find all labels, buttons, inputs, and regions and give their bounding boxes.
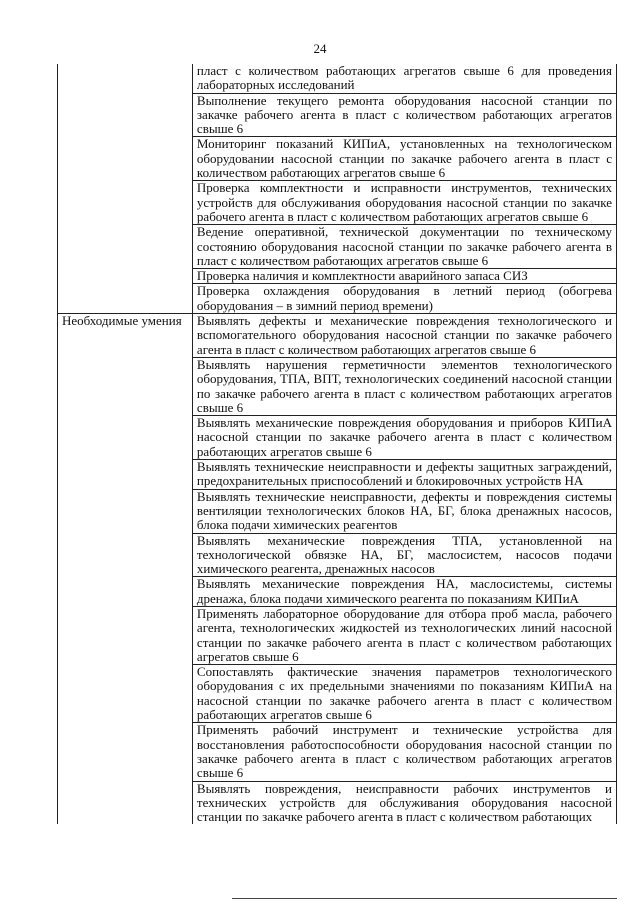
table-row [58,357,617,415]
section-label [58,606,193,664]
table-row [58,489,617,533]
row-text: Выявлять механические повреждения НА, маслосистемы, системы дренажа, блока подачи химического реагента по показаниям КИПиА [192,577,616,607]
table-row [58,269,617,284]
table-row [58,577,617,607]
section-label [58,137,193,181]
section-label [58,93,193,137]
row-text: Проверка охлаждения оборудования в летний период (обогрева оборудования – в зимний период времени) [192,284,616,314]
row-text: Выявлять нарушения герметичности элементов технологического оборудования, ТПА, ВПТ, технологических соединений насосной станции по закачке рабочего агента в пласт с количеством работающих агрегатов свыше 6 [192,357,616,415]
section-label [58,577,193,607]
row-text: Проверка комплектности и исправности инструментов, технических устройств для обслуживания оборудования насосной станции по закачке рабочего агента в пласт с количеством работающих агрегатов свыше 6 [192,181,616,225]
section-label [58,533,193,577]
table-row [58,723,617,781]
section-label [58,225,193,269]
section-label [58,489,193,533]
row-text: Выявлять повреждения, неисправности рабочих инструментов и технических устройств для обслуживания оборудования насосной станции по закачке рабочего агента в пласт с количеством работающих [192,781,616,824]
section-label [58,357,193,415]
row-text: Мониторинг показаний КИПиА, установленных на технологическом оборудовании насосной станции по закачке рабочего агента в пласт с количеством работающих агрегатов свыше 6 [192,137,616,181]
row-text: Проверка наличия и комплектности аварийного запаса СИЗ [192,269,616,284]
row-text: Выявлять механические повреждения ТПА, установленной на технологической обвязке НА, БГ, маслосистем, насосов подачи химического реагента, дренажных насосов [192,533,616,577]
row-text: Ведение оперативной, технической документации по техническому состоянию оборудования насосной станции по закачке рабочего агента в пласт с количеством работающих агрегатов свыше 6 [192,225,616,269]
section-label [58,665,193,723]
table-row [58,416,617,460]
row-text: Выявлять технические неисправности и дефекты защитных заграждений, предохранительных приспособлений и блокировочных устройств НА [192,460,616,490]
section-label [58,64,193,93]
row-text: Выявлять механические повреждения оборудования и приборов КИПиА насосной станции по закачке рабочего агента в пласт с количеством работающих агрегатов свыше 6 [192,416,616,460]
section-label: Необходимые умения [58,314,193,358]
section-label [58,269,193,284]
row-text: Применять рабочий инструмент и технические устройства для восстановления работоспособности оборудования насосной станции по закачке рабочего агента в пласт с количеством работающих агрегатов свыше 6 [192,723,616,781]
row-text: Выполнение текущего ремонта оборудования насосной станции по закачке рабочего агента в пласт с количеством работающих агрегатов свыше 6 [192,93,616,137]
row-text: Выявлять дефекты и механические повреждения технологического и вспомогательного оборудования насосной станции по закачке рабочего агента в пласт с количеством работающих агрегатов свыше 6 [192,314,616,358]
section-label [58,460,193,490]
table-row [58,533,617,577]
table-row [58,93,617,137]
table-row [58,665,617,723]
table-row [58,225,617,269]
row-text: Сопоставлять фактические значения параметров технологического оборудования с их предельными значениями по показаниям КИПиА на насосной станции по закачке рабочего агента в пласт с количеством работающих агрегатов свыше 6 [192,665,616,723]
section-label [58,181,193,225]
row-text: Применять лабораторное оборудование для отбора проб масла, рабочего агента, технологических жидкостей из технологических линий насосной станции по закачке рабочего агента в пласт с количеством работающих агрегатов свыше 6 [192,606,616,664]
table-row [58,781,617,824]
row-text: пласт с количеством работающих агрегатов свыше 6 для проведения лабораторных исследований [192,64,616,93]
section-label [58,284,193,314]
row-text: Выявлять технические неисправности, дефекты и повреждения системы вентиляции технологических блоков НА, БГ, блока дренажных насосов, блока подачи химических реагентов [192,489,616,533]
table-row [58,606,617,664]
section-label [58,781,193,824]
section-label [58,723,193,781]
table-row [58,284,617,314]
requirements-table [57,64,617,824]
table-row [58,314,617,358]
page-number: 24 [313,41,327,56]
section-label [58,416,193,460]
table-row [58,64,617,93]
page-bottom-rule [232,898,617,899]
table-row [58,137,617,181]
table-row [58,460,617,490]
table-row [58,181,617,225]
